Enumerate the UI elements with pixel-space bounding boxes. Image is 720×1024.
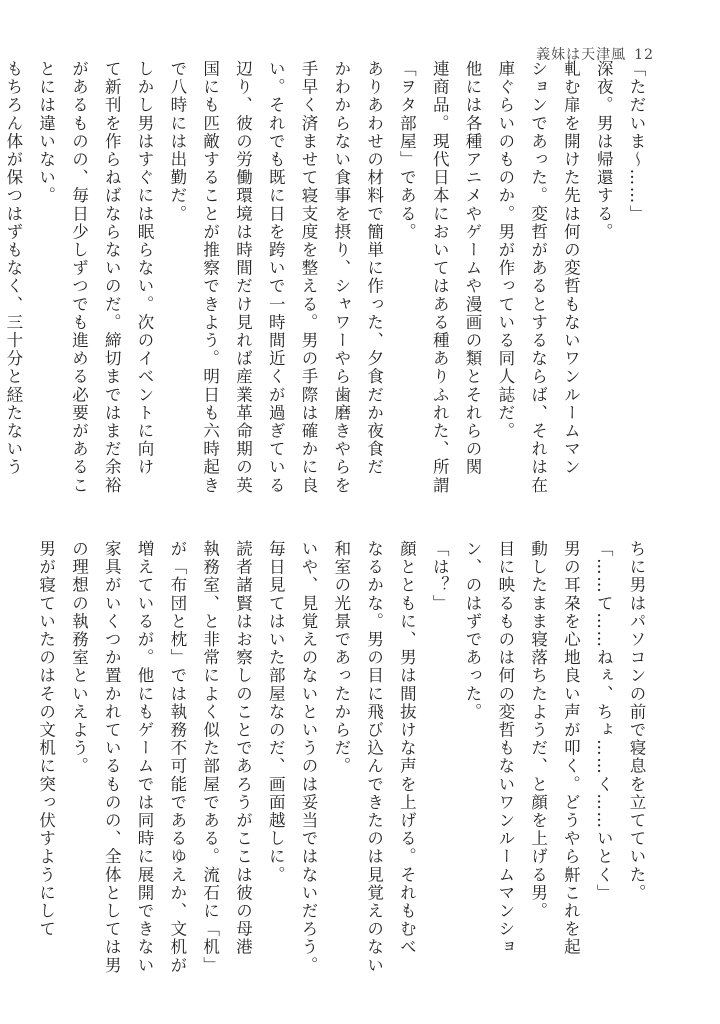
text-line: 毎日見てはいた部屋なのだ、画面越しに。 — [266, 540, 286, 884]
text-line: があるものの、毎日少しずつでも進める必要があるこ — [69, 60, 89, 495]
text-line: 家具がいくつか置かれているものの、全体としては男 — [102, 540, 122, 975]
text-line: 庫ぐらいのものか。男が作っている同人誌だ。 — [495, 60, 515, 441]
text-line: かわからない食事を摂り、シャワーやら歯磨きやらを — [331, 60, 351, 495]
text-line: 執務室、と非常によく似た部屋である。流石に「机」 — [200, 540, 220, 975]
text-block-bottom — [29, 540, 652, 980]
text-line: ションであった。変哲があるとするならば、それは在 — [528, 60, 548, 495]
text-block-top — [0, 60, 652, 500]
text-line: ちに男はパソコンの前で寝息を立てていた。 — [627, 540, 646, 902]
text-line: 軋む扉を開けた先は何の変哲もないワンルームマン — [561, 60, 581, 477]
text-line: しかし男はすぐには眠らない。次のイベントに向け — [135, 60, 155, 477]
text-line: 和室の光景であったからだ。 — [331, 540, 351, 776]
text-line: 顔とともに、男は間抜けな声を上げる。それもむべ — [397, 540, 417, 957]
text-line: が「布団と枕」では執務不可能であるゆえか、文机が — [167, 540, 187, 975]
text-line: 他には各種アニメやゲームや漫画の類とそれらの関 — [463, 60, 483, 477]
text-line: 「ヲタ部屋」である。 — [397, 60, 417, 241]
text-line: もちろん体が保つはずもなく、三十分と経たないう — [3, 60, 23, 477]
text-line: の理想の執務室といえよう。 — [69, 540, 89, 776]
text-line: 辺り、彼の労働環境は時間だけ見れば産業革命期の英 — [233, 60, 253, 495]
text-line: 国にも匹敵することが推察できよう。明日も六時起き — [200, 60, 220, 495]
text-line: て新刊を作らねばならないのだ。締切まではまだ余裕 — [102, 60, 122, 495]
text-line: 連商品。現代日本においてはある種ありふれた、所謂 — [430, 60, 450, 495]
text-line: 男が寝ていたのはその文机に突っ伏すようにして — [36, 540, 56, 939]
text-line: なるかな。男の目に飛び込んできたのは見覚えのない — [364, 540, 384, 975]
text-line: 読者諸賢はお察しのことであろうがここは彼の母港 — [233, 540, 253, 957]
text-line: で八時には出勤だ。 — [167, 60, 187, 223]
text-line: 増えているが。他にもゲームでは同時に展開できない — [135, 540, 155, 975]
text-line: 深夜。男は帰還する。 — [594, 60, 614, 241]
text-line: とには違いない。 — [36, 60, 56, 205]
text-line: ン、のはずであった。 — [463, 540, 483, 721]
text-line: 「は？」 — [430, 540, 450, 613]
text-line: い。それでも既に日を跨いで一時間近くが過ぎている — [266, 60, 286, 495]
text-line: 男の耳朶を心地良い声が叩く。どうやら鼾これを起 — [561, 540, 581, 957]
text-line: ありあわせの材料で簡単に作った、夕食だか夜食だ — [364, 60, 384, 477]
text-line: 「……て……ねぇ、ちょ……く……いとく」 — [594, 540, 614, 902]
header-title: 義妹は天津風 — [536, 47, 627, 63]
text-line: 動したまま寝落ちたようだ、と顔を上げる男。 — [528, 540, 548, 921]
text-line: 「ただいま〜……」 — [627, 60, 646, 223]
page-number: 12 — [634, 47, 654, 63]
text-line: 手早く済ませて寝支度を整える。男の手際は確かに良 — [299, 60, 319, 495]
text-line: いや、見覚えのないというのは妥当ではないだろう。 — [299, 540, 319, 975]
text-line: 目に映るものは何の変哲もないワンルームマンショ — [495, 540, 515, 957]
